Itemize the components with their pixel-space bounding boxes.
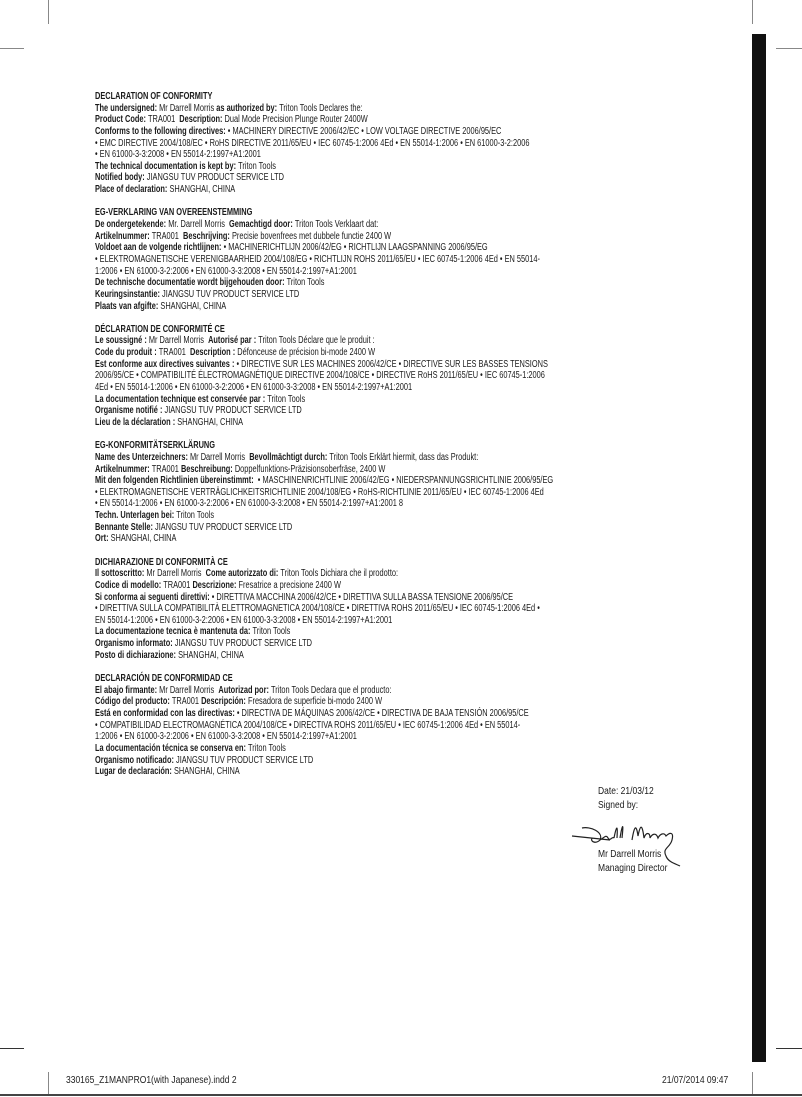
signed-by-label: Signed by:: [598, 799, 639, 811]
field-label: La documentación técnica se conserva en:: [95, 742, 248, 754]
declaration-section-en: [95, 91, 714, 207]
field-value: TRA001: [151, 463, 181, 475]
field-label: Organismo notificado:: [95, 754, 176, 766]
field-label: La documentation technique est conservée par :: [95, 393, 268, 405]
declaration-line: [95, 138, 553, 150]
crop-mark: [776, 1048, 802, 1049]
field-value: Mr Darrell Morris: [146, 568, 206, 580]
field-label: Organisme notifié :: [95, 405, 165, 417]
declaration-line: [95, 708, 553, 720]
field-label: Description:: [179, 114, 225, 126]
declaration-line: [95, 172, 553, 184]
bottom-rule: [0, 1094, 802, 1096]
field-label: Name des Unterzeichners:: [95, 451, 191, 463]
declaration-line: [95, 522, 553, 534]
section-heading: [95, 673, 553, 685]
declaration-section-nl: [95, 207, 714, 323]
declaration-line: [95, 720, 553, 732]
field-label: DECLARACIÓN DE CONFORMIDAD CE: [95, 673, 233, 685]
section-heading: [95, 91, 553, 103]
declaration-line: [95, 498, 553, 510]
declaration-line: [95, 347, 553, 359]
field-value: • EN 61000-3-3:2008 • EN 55014-2:1997+A1:2001: [95, 149, 261, 161]
field-label: EG-VERKLARING VAN OVEREENSTEMMING: [95, 207, 253, 219]
field-label: Description :: [189, 347, 238, 359]
field-value: Fresadora de superficie bi-modo 2400 W: [247, 696, 383, 708]
field-value: TRA001: [171, 696, 202, 708]
field-label: Artikelnummer:: [95, 230, 152, 242]
declaration-line: [95, 254, 553, 266]
declaration-line: [95, 289, 553, 301]
field-label: Lugar de declaración:: [95, 766, 174, 778]
field-value: Triton Tools: [247, 742, 286, 754]
field-label: as authorized by:: [216, 102, 280, 114]
field-label: Lieu de la déclaration :: [95, 416, 178, 428]
declaration-line: [95, 568, 553, 580]
field-value: 4Ed • EN 55014-1:2006 • EN 61000-3-2:2006 • EN 61000-3-3:2008 • EN 55014-2:1997+A1:2001: [95, 382, 413, 394]
declaration-line: [95, 766, 553, 778]
declaration-line: [95, 370, 553, 382]
field-label: Descrizione:: [192, 579, 239, 591]
crop-mark: [752, 0, 753, 24]
declaration-line: [95, 731, 553, 743]
field-label: Está en conformidad con las directivas:: [95, 707, 237, 719]
declaration-line: [95, 533, 553, 545]
field-value: 1:2006 • EN 61000-3-2:2006 • EN 61000-3-3:2008 • EN 55014-2:1997+A1:2001: [95, 265, 357, 277]
declaration-line: [95, 626, 553, 638]
field-label: Le soussigné :: [95, 335, 149, 347]
field-label: Posto di dichiarazione:: [95, 649, 179, 661]
declaration-line: [95, 359, 553, 371]
section-spacer: [95, 778, 553, 790]
section-spacer: [95, 429, 553, 441]
declaration-line: [95, 126, 553, 138]
field-label: DÉCLARATION DE CONFORMITÉ CE: [95, 323, 225, 335]
declaration-line: [95, 743, 553, 755]
declaration-line: [95, 464, 553, 476]
field-label: The undersigned:: [95, 102, 160, 114]
field-label: Descripción:: [201, 696, 248, 708]
field-value: • DIRECTIVE SUR LES MACHINES 2006/42/CE • DIRECTIVE SUR LES BASSES TENSIONS: [236, 358, 548, 370]
field-label: DECLARATION OF CONFORMITY: [95, 91, 213, 102]
signature-date: Date: 21/03/12: [598, 786, 654, 797]
section-spacer: [95, 196, 553, 208]
declaration-section-de: [95, 440, 714, 556]
field-value: Precisie bovenfrees met dubbele functie 2400 W: [231, 230, 392, 242]
declaration-line: [95, 603, 553, 615]
field-value: SHANGHAI, CHINA: [169, 184, 236, 196]
declaration-line: [95, 103, 553, 115]
field-value: • MACHINERY DIRECTIVE 2006/42/EC • LOW VOLTAGE DIRECTIVE 2006/95/EC: [227, 125, 502, 137]
field-value: Triton Tools: [176, 510, 215, 522]
field-label: Gemachtigd door:: [229, 219, 295, 231]
declaration-line: [95, 266, 553, 278]
field-value: Triton Tools Declares the:: [279, 102, 363, 114]
field-value: Fresatrice a precisione 2400 W: [238, 579, 341, 591]
field-label: Plaats van afgifte:: [95, 300, 161, 312]
field-label: Notified body:: [95, 172, 147, 184]
section-spacer: [95, 661, 553, 673]
field-label: Mit den folgenden Richtlinien übereinstimmt:: [95, 475, 256, 487]
field-value: • MACHINERICHTLIJN 2006/42/EG • RICHTLIJN LAAGSPANNING 2006/95/EG: [223, 242, 488, 254]
field-label: Beschrijving:: [183, 230, 232, 242]
declaration-line: [95, 405, 553, 417]
declaration-line: [95, 755, 553, 767]
declaration-line: [95, 301, 553, 313]
section-spacer: [95, 312, 553, 324]
field-label: Autorizad por:: [218, 684, 271, 696]
field-value: • DIRECTIVA DE MÁQUINAS 2006/42/CE • DIRECTIVA DE BAJA TENSIÓN 2006/95/CE: [236, 707, 529, 719]
section-heading: [95, 324, 553, 336]
field-value: Triton Tools: [267, 393, 306, 405]
declaration-line: [95, 452, 553, 464]
declaration-section-it: [95, 557, 714, 673]
declaration-line: [95, 277, 553, 289]
field-value: JIANGSU TUV PRODUCT SERVICE LTD: [164, 405, 302, 417]
field-value: EN 55014-1:2006 • EN 61000-3-2:2006 • EN 61000-3-3:2008 • EN 55014-2:1997+A1:2001: [95, 614, 393, 626]
field-value: • ELEKTROMAGNETISCHE VERTRÄGLICHKEITSRICHTLINIE 2004/108/EG • RoHS-RICHTLINIE 2011/65/EU • IEC 60745-1:2006 4Ed: [95, 486, 544, 498]
section-heading: [95, 207, 553, 219]
field-label: Conforms to the following directives:: [95, 125, 228, 137]
field-label: Code du produit :: [95, 347, 159, 359]
field-label: Voldoet aan de volgende richtlijnen:: [95, 242, 224, 254]
field-value: SHANGHAI, CHINA: [110, 533, 177, 545]
field-value: TRA001: [158, 347, 190, 359]
section-heading: [95, 557, 553, 569]
field-value: Mr Darrell Morris: [148, 335, 209, 347]
field-label: Código del producto:: [95, 696, 172, 708]
declaration-section-es: [95, 673, 714, 789]
field-value: • MASCHINENRICHTLINIE 2006/42/EG • NIEDERSPANNUNGSRICHTLINIE 2006/95/EG: [255, 475, 554, 487]
field-value: SHANGHAI, CHINA: [160, 300, 227, 312]
field-value: Doppelfunktions-Präzisionsoberfräse, 2400 W: [234, 463, 386, 475]
field-label: Beschreibung:: [180, 463, 235, 475]
declaration-line: [95, 335, 553, 347]
declaration-line: [95, 149, 553, 161]
field-label: Autorisé par :: [208, 335, 259, 347]
field-value: 2006/95/CE • COMPATIBILITÉ ÉLECTROMAGNÉTIQUE DIRECTIVE 2004/108/CE • DIRECTIVE RoHS 2011/65/EU • IEC 60745-1:2006: [95, 370, 545, 382]
field-label: Artikelnummer:: [95, 463, 152, 475]
field-value: • DIRETTIVA SULLA COMPATIBILITÀ ELETTROMAGNETICA 2004/108/CE • DIRETTIVA ROHS 2011/65/EU • IEC 60745-1:2006 4Ed •: [95, 603, 540, 615]
declaration-line: [95, 475, 553, 487]
declaration-line: [95, 242, 553, 254]
declaration-line: [95, 219, 553, 231]
declaration-document: [95, 91, 714, 789]
field-label: Ort:: [95, 533, 111, 545]
field-label: Bevollmächtigt durch:: [249, 451, 330, 463]
field-value: • DIRETTIVA MACCHINA 2006/42/CE • DIRETTIVA SULLA BASSA TENSIONE 2006/95/CE: [211, 591, 514, 603]
field-value: SHANGHAI, CHINA: [173, 766, 240, 778]
field-value: Triton Tools Declara que el producto:: [270, 684, 392, 696]
field-value: Défonceuse de précision bi-mode 2400 W: [237, 347, 376, 359]
field-value: JIANGSU TUV PRODUCT SERVICE LTD: [174, 638, 312, 650]
field-label: De technische documentatie wordt bijgehouden door:: [95, 277, 287, 289]
field-label: La documentazione tecnica è mantenuta da:: [95, 626, 253, 638]
print-slug: [0, 1070, 802, 1097]
field-value: JIANGSU TUV PRODUCT SERVICE LTD: [162, 288, 300, 300]
crop-mark: [0, 1048, 24, 1049]
field-value: Triton Tools Verklaart dat:: [294, 219, 379, 231]
field-value: Mr Darrell Morris: [159, 102, 217, 114]
signatory-title: Managing Director: [598, 862, 668, 874]
field-value: Triton Tools: [238, 160, 276, 172]
field-label: Techn. Unterlagen bei:: [95, 510, 177, 522]
field-value: Triton Tools Erklärt hiermit, dass das Produkt:: [329, 451, 479, 463]
field-value: JIANGSU TUV PRODUCT SERVICE LTD: [146, 172, 285, 184]
field-value: • COMPATIBILIDAD ELECTROMAGNÉTICA 2004/108/CE • DIRECTIVA ROHS 2011/65/EU • IEC 60745-1:2006 4Ed • EN 55014-: [95, 719, 521, 731]
crop-mark: [776, 48, 802, 49]
declaration-line: [95, 638, 553, 650]
declaration-line: [95, 592, 553, 604]
declaration-line: [95, 114, 553, 126]
field-value: Triton Tools: [286, 277, 325, 289]
declaration-line: [95, 510, 553, 522]
section-spacer: [95, 545, 553, 557]
slug-datetime: 21/07/2014 09:47: [662, 1075, 729, 1086]
field-label: De ondergetekende:: [95, 219, 169, 231]
declaration-line: [95, 685, 553, 697]
declaration-line: [95, 394, 553, 406]
field-value: Mr. Darrell Morris: [168, 219, 230, 231]
field-label: Bennante Stelle:: [95, 521, 156, 533]
declaration-line: [95, 487, 553, 499]
field-value: Triton Tools: [252, 626, 291, 638]
field-value: • ELEKTROMAGNETISCHE VERENIGBAARHEID 2004/108/EG • RICHTLIJN ROHS 2011/65/EU • IEC 60745-1:2006 4Ed • EN 55014-: [95, 253, 540, 265]
declaration-line: [95, 382, 553, 394]
field-value: Dual Mode Precision Plunge Router 2400W: [224, 114, 368, 126]
slug-filename: 330165_Z1MANPRO1(with Japanese).indd 2: [66, 1075, 237, 1086]
field-label: Si conforma ai seguenti direttivi:: [95, 591, 212, 603]
field-value: TRA001: [148, 114, 180, 126]
field-value: Triton Tools Déclare que le produit :: [258, 335, 375, 347]
bleed-tab-bar: [752, 34, 766, 1062]
field-value: Mr Darrell Morris: [159, 684, 219, 696]
handwritten-signature: [570, 818, 690, 868]
field-label: Product Code:: [95, 114, 149, 126]
field-value: SHANGHAI, CHINA: [178, 649, 244, 661]
field-value: • EN 55014-1:2006 • EN 61000-3-2:2006 • EN 61000-3-3:2008 • EN 55014-2:1997+A1:2001 8: [95, 498, 404, 510]
field-value: • EMC DIRECTIVE 2004/108/EC • RoHS DIRECTIVE 2011/65/EU • IEC 60745-1:2006 4Ed • EN 55014-1:2006 • EN 61000-3-2:2006: [95, 137, 530, 149]
field-label: Organismo informato:: [95, 638, 175, 650]
field-label: Il sottoscritto:: [95, 568, 147, 580]
crop-mark: [48, 0, 49, 24]
declaration-line: [95, 615, 553, 627]
field-label: El abajo firmante:: [95, 684, 160, 696]
field-value: TRA001: [163, 579, 193, 591]
field-value: JIANGSU TUV PRODUCT SERVICE LTD: [175, 754, 314, 766]
declaration-line: [95, 161, 553, 173]
field-value: TRA001: [151, 230, 184, 242]
field-value: Mr Darrell Morris: [190, 451, 250, 463]
field-label: Est conforme aux directives suivantes :: [95, 358, 237, 370]
field-value: SHANGHAI, CHINA: [177, 416, 244, 428]
declaration-line: [95, 650, 553, 662]
declaration-section-fr: [95, 324, 714, 440]
field-label: EG-KONFORMITÄTSERKLÄRUNG: [95, 440, 216, 452]
field-label: The technical documentation is kept by:: [95, 160, 239, 172]
declaration-line: [95, 696, 553, 708]
signatory-name: Mr Darrell Morris: [598, 849, 662, 860]
field-label: Codice di modello:: [95, 579, 164, 591]
field-label: Keuringsinstantie:: [95, 288, 163, 300]
field-label: Place of declaration:: [95, 184, 170, 196]
field-value: JIANGSU TUV PRODUCT SERVICE LTD: [155, 521, 293, 533]
crop-mark: [0, 48, 24, 49]
field-label: Come autorizzato di:: [205, 568, 281, 580]
field-value: Triton Tools Dichiara che il prodotto:: [280, 568, 399, 580]
declaration-line: [95, 580, 553, 592]
section-heading: [95, 440, 553, 452]
declaration-line: [95, 184, 553, 196]
field-label: DICHIARAZIONE DI CONFORMITÀ CE: [95, 556, 228, 568]
field-value: 1:2006 • EN 61000-3-2:2006 • EN 61000-3-3:2008 • EN 55014-2:1997+A1:2001: [95, 731, 357, 743]
declaration-line: [95, 417, 553, 429]
declaration-line: [95, 231, 553, 243]
